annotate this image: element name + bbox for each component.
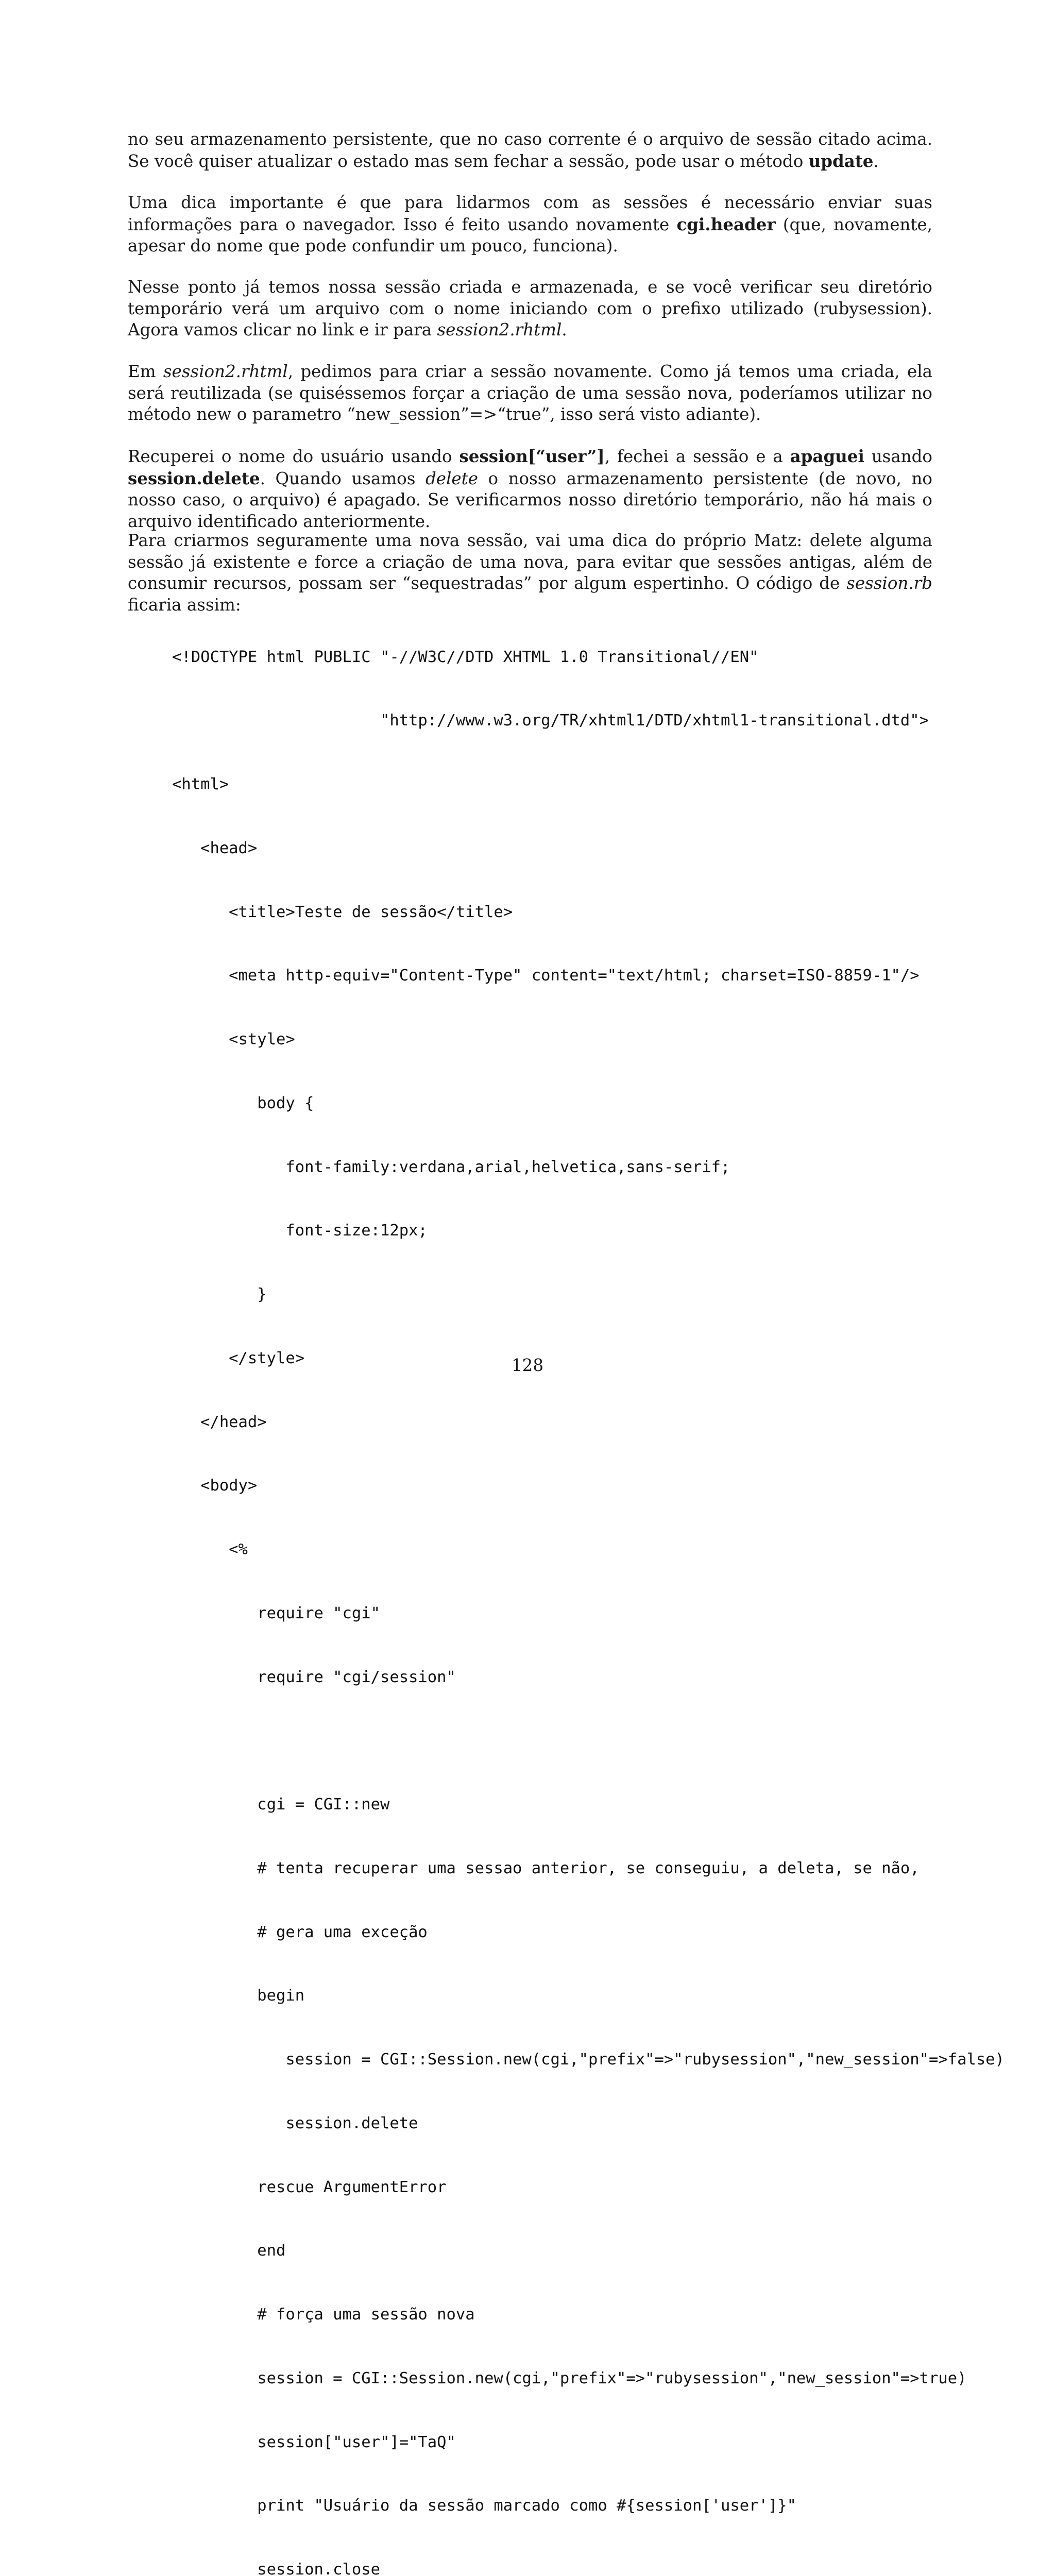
code-line: "http://www.w3.org/TR/xhtml1/DTD/xhtml1-transitional.dtd"> <box>172 711 929 730</box>
code-line: require "cgi/session" <box>172 1668 456 1686</box>
p5-text-2: , fechei a sessão e a <box>604 447 790 466</box>
page-number: 128 <box>511 1355 544 1375</box>
code-line: session = CGI::Session.new(cgi,"prefix"=>"rubysession","new_session"=>false) <box>172 2050 1005 2069</box>
p4-italic-filename: session2.rhtml <box>163 362 288 381</box>
p3-text-1: Nesse ponto já temos nossa sessão criada e armazenada, e se você verificar seu diretório temporário verá um arquivo com o nome iniciando com o prefixo utilizado (rubysession). Agora vamos clicar no link e ir para <box>128 277 932 340</box>
p5-bold-apaguei: apaguei <box>790 446 864 466</box>
p2-bold-cgi-header: cgi.header <box>676 214 776 234</box>
code-line: # gera uma exceção <box>172 1923 428 1941</box>
code-line: <style> <box>172 1030 295 1048</box>
code-line: <!DOCTYPE html PUBLIC "-//W3C//DTD XHTML 1.0 Transitional//EN" <box>172 648 759 666</box>
p2-text-2: (que, novamente, apesar do nome que pode confundir um pouco, funciona). <box>128 214 933 256</box>
code-line: <% <box>172 1540 248 1558</box>
p3-text-2: . <box>561 320 567 340</box>
code-line: <html> <box>172 775 229 793</box>
code-line: session = CGI::Session.new(cgi,"prefix"=>"rubysession","new_session"=>true) <box>172 2369 967 2387</box>
code-line: session.close <box>172 2561 380 2576</box>
p5-text-4: . Quando usamos <box>260 468 426 488</box>
p5-text-1: Recuperei o nome do usuário usando <box>128 447 460 466</box>
code-line: print "Usuário da sessão marcado como #{session['user']}" <box>172 2497 796 2515</box>
p4-text-2: , pedimos para criar a sessão novamente. Como já temos uma criada, ela será reutilizada (se quiséssemos forçar a criação de uma sessão nova, poderíamos utilizar no método new o parametro “new_session”=>“true”, isso será visto adiante). <box>128 362 933 424</box>
paragraph-1 <box>128 129 932 172</box>
p1-text-1: no seu armazenamento persistente, que no caso corrente é o arquivo de sessão citado acima. Se você quiser atualizar o estado mas sem fechar a sessão, pode usar o método <box>128 129 932 171</box>
code-line <box>172 1730 1005 1751</box>
p5-bold-session-delete: session.delete <box>128 468 260 488</box>
code-line: <head> <box>172 839 258 857</box>
paragraph-6 <box>128 530 932 616</box>
p2-text-1: Uma dica importante é que para lidarmos com as sessões é necessário enviar suas informações para o navegador. Isso é feito usando novamente <box>128 193 932 234</box>
p6-italic-filename: session.rb <box>846 573 932 593</box>
p5-bold-session-user: session[“user”] <box>459 446 605 466</box>
code-listing <box>172 604 1005 2576</box>
p1-bold-update: update <box>808 150 874 171</box>
code-line: <body> <box>172 1477 258 1495</box>
code-line: </head> <box>172 1413 267 1431</box>
code-line: session.delete <box>172 2114 418 2132</box>
paragraph-4 <box>128 361 932 426</box>
code-line: rescue ArgumentError <box>172 2178 447 2196</box>
p4-text-1: Em <box>128 362 163 381</box>
p3-italic-filename: session2.rhtml <box>437 320 562 340</box>
code-line: <title>Teste de sessão</title> <box>172 903 513 921</box>
code-line: </style> <box>172 1349 305 1367</box>
code-line: } <box>172 1285 267 1303</box>
code-line: session["user"]="TaQ" <box>172 2433 456 2451</box>
code-line: body { <box>172 1094 314 1112</box>
p6-text-1: Para criarmos seguramente uma nova sessão, vai uma dica do próprio Matz: delete alguma sessão já existente e force a criação de uma nova, para evitar que sessões antigas, além de consumir recursos, possam ser “sequestradas” por algum espertinho. O código de <box>128 531 932 593</box>
code-line: <meta http-equiv="Content-Type" content="text/html; charset=ISO-8859-1"/> <box>172 967 920 985</box>
p6-text-2: ficaria assim: <box>128 595 241 615</box>
code-line: font-family:verdana,arial,helvetica,sans-serif; <box>172 1158 730 1176</box>
p1-text-2: . <box>873 151 879 171</box>
paragraph-2 <box>128 192 932 257</box>
code-line: # tenta recuperar uma sessao anterior, se conseguiu, a deleta, se não, <box>172 1859 920 1877</box>
paragraph-3 <box>128 277 932 341</box>
code-line: font-size:12px; <box>172 1222 428 1240</box>
code-line: # força uma sessão nova <box>172 2306 475 2324</box>
code-line: require "cgi" <box>172 1604 380 1622</box>
p5-text-3: usando <box>864 447 932 466</box>
code-line: begin <box>172 1987 305 2005</box>
code-line: end <box>172 2242 286 2260</box>
p5-text-5: o nosso armazenamento persistente (de novo, no nosso caso, o arquivo) é apagado. Se verificarmos nosso diretório temporário, não há mais o arquivo identificado anteriormente. <box>128 468 933 531</box>
p5-italic-delete: delete <box>425 468 478 488</box>
paragraph-5 <box>128 446 932 532</box>
code-line: cgi = CGI::new <box>172 1795 390 1814</box>
